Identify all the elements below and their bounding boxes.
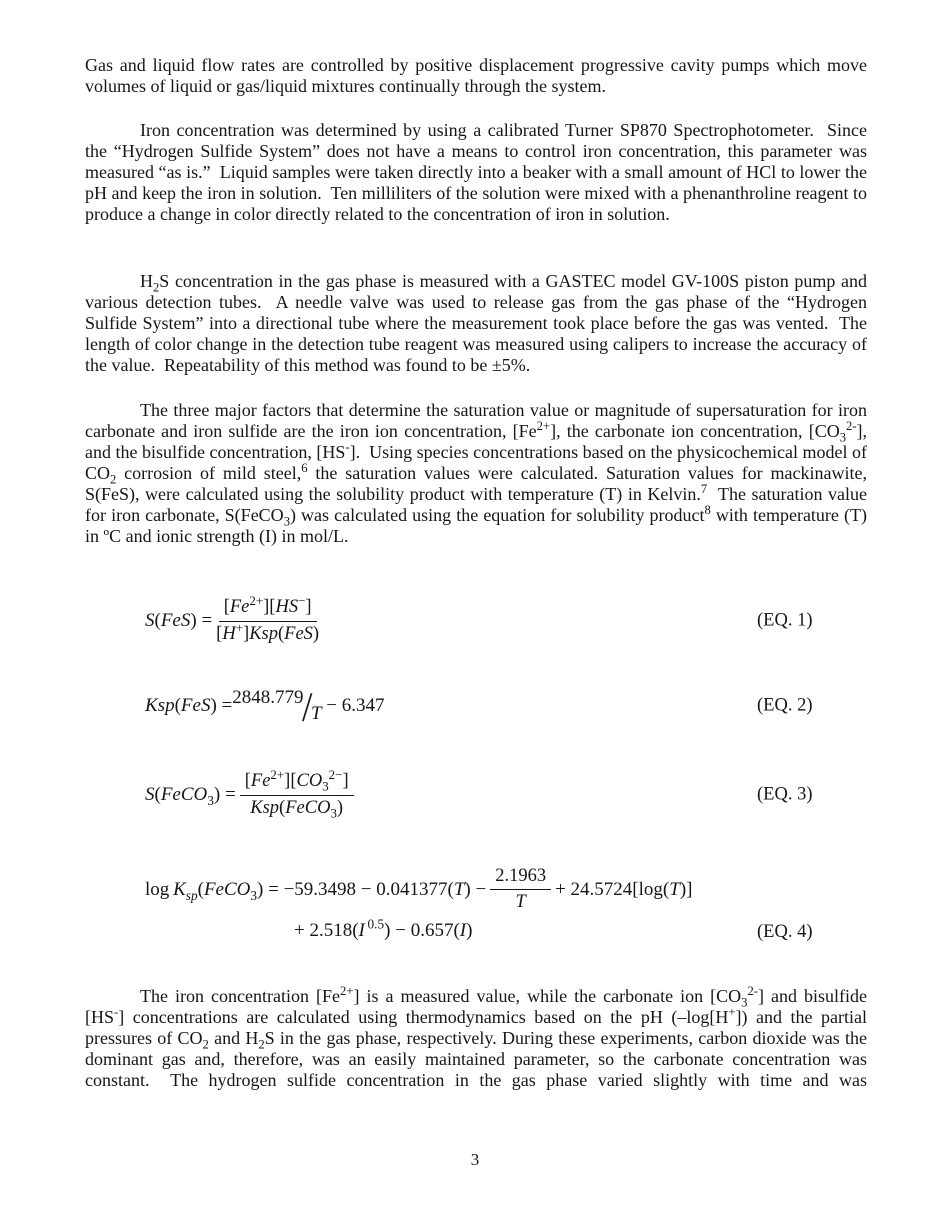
- equation-3-numerator: $[Fe^{2+}][CO_3^{2-}]$: [240, 771, 354, 795]
- equation-1-fraction: [216, 593, 320, 645]
- equation-4-line1-post: + 24.5724[log(T)]: [555, 878, 693, 900]
- equation-4-line2: + 2.518(I $^{0.5}$) − 0.657(I): [294, 917, 473, 942]
- equation-3-label: (EQ. 3): [757, 784, 813, 805]
- paragraph-flow-rates: Gas and liquid flow rates are controlled by positive displacement progressive cavity pumps which move volumes of liquid or gas/liquid mixtures continually through the system.: [85, 55, 867, 96]
- equation-1-numerator: $[Fe^{2+}][HS^-]$: [219, 597, 317, 621]
- equation-3-lhs: S(FeCO$_3$) =: [145, 784, 236, 808]
- equation-4-line1-pre: $\log K_{sp}(FeCO_3) = -59.3498 - 0.041377(T)$ −: [145, 878, 487, 903]
- paragraph-measured-values: The iron concentration $[Fe^{2+}]$ is a measured value, while the carbonate ion $[CO_3^{2-}]$ and bisulfide [HS-] concentrations are calculated using thermodynamics based on the pH (–log[H+]) and the partial pressures of $CO_2$ and $H_2S$ in the gas phase, respectively. During these experiments, carbon dioxide was the dominant gas and, therefore, was an easily maintained parameter, so the carbonate concentration was constant. The hydrogen sulfide concentration in the gas phase varied slightly with time and was: [85, 984, 867, 1090]
- equation-4-label: (EQ. 4): [757, 921, 813, 942]
- equation-1-lhs: S(FeS) =: [145, 610, 213, 632]
- equation-3: [145, 761, 865, 829]
- paragraph-saturation-factors: The three major factors that determine the saturation value or magnitude of supersaturation for iron carbonate and iron sulfide are the iron ion concentration, $[Fe^{2+}]$, the carbonate ion concentration, $[CO_3^{2-}]$, and the bisulfide concentration, [HS-]. Using species concentrations based on the physicochemical model of $CO_2$ corrosion of mild steel,$^6$ the saturation values were calculated. Saturation values for mackinawite, S(FeS), were calculated using the solubility product with temperature (T) in Kelvin.$^7$ The saturation value for iron carbonate, S(FeCO$_3$) was calculated using the equation for solubility product$^8$ with temperature (T) in ºC and ionic strength (I) in mol/L.: [85, 400, 868, 546]
- equation-2-lhs: Ksp(FeS) =: [145, 695, 233, 717]
- page-number: 3: [470, 1150, 480, 1169]
- equation-1-denominator: [H+]Ksp(FeS): [216, 619, 320, 644]
- equation-2-label: (EQ. 2): [757, 695, 813, 716]
- paragraph-h2s-concentration: $H_2S$ concentration in the gas phase is measured with a GASTEC model GV-100S piston pump and various detection tubes. A needle valve was used to release gas from the gas phase of the “Hydrogen Sulfide System” into a directional tube where the measurement took place before the gas was vented. The length of color change in the detection tube reagent was measured using calipers to increase the accuracy of the value. Repeatability of this method was found to be ±5%.: [85, 271, 867, 375]
- equation-4-fraction: [490, 866, 551, 914]
- equation-3-fraction: [240, 767, 354, 821]
- paragraph-iron-concentration: Iron concentration was determined by using a calibrated Turner SP870 Spectrophotometer. Since the “Hydrogen Sulfide System” does not have a means to control iron concentration, this parameter was measured “as is.” Liquid samples were taken directly into a beaker with a small amount of HCl to lower the pH and keep the iron in solution. Ten milliliters of the solution were mixed with a phenanthroline reagent to produce a change in color directly related to the concentration of iron in solution.: [85, 120, 867, 224]
- equation-2-rhs: − 6.347: [321, 695, 385, 717]
- equation-1: [145, 588, 865, 654]
- equation-4: [145, 862, 865, 946]
- equation-4-line1: [145, 866, 692, 914]
- equation-1-label: (EQ. 1): [757, 610, 813, 631]
- equation-4-numerator: 2.1963: [490, 866, 551, 890]
- equation-2-skew-denominator: T: [310, 703, 322, 725]
- equation-3-denominator: Ksp(FeCO$_3$): [250, 797, 344, 821]
- equation-4-denominator: T: [515, 892, 526, 913]
- equation-2: Ksp(FeS) = 2848.779 ∕ T − 6.347 (EQ. 2): [145, 687, 813, 727]
- equation-2-skew-numerator: 2848.779: [232, 687, 304, 709]
